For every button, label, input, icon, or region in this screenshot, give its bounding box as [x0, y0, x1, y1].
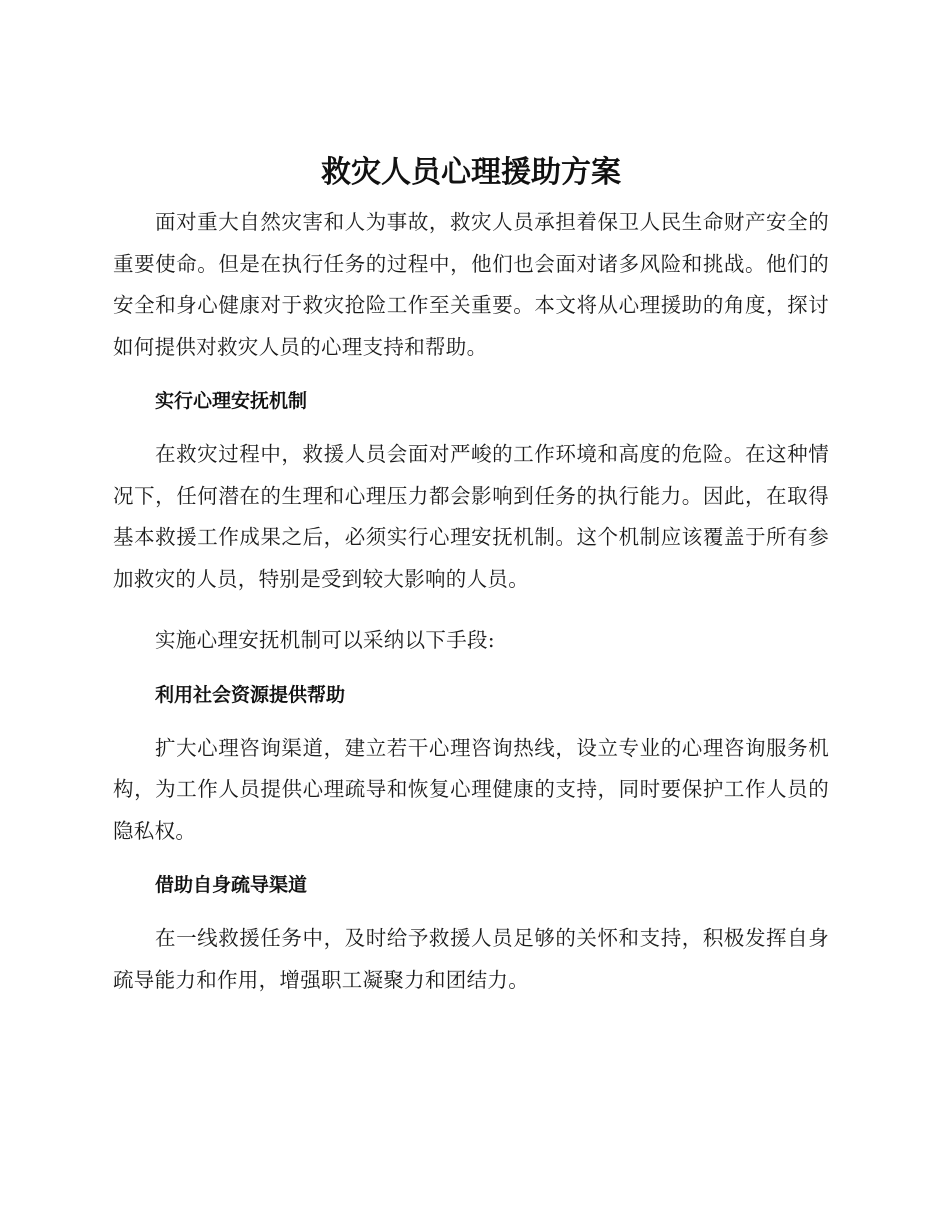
self-guidance-paragraph: 在一线救援任务中，及时给予救援人员足够的关怀和支持，积极发挥自身疏导能力和作用，增强职工凝聚力和团结力。	[113, 926, 829, 992]
comfort-mechanism-paragraph: 在救灾过程中，救援人员会面对严峻的工作环境和高度的危险。在这种情况下，任何潜在的生理和心理压力都会影响到任务的执行能力。因此，在取得基本救援工作成果之后，必须实行心理安抚机制。这个机制应该覆盖于所有参加救灾的人员，特别是受到较大影响的人员。	[113, 442, 829, 591]
document-title: 救灾人员心理援助方案	[321, 155, 621, 190]
document-page	[113, 152, 829, 1001]
section-heading-social-resources: 利用社会资源提供帮助	[155, 683, 346, 706]
social-resources-paragraph: 扩大心理咨询渠道，建立若干心理咨询热线，设立专业的心理咨询服务机构，为工作人员提供心理疏导和恢复心理健康的支持，同时要保护工作人员的隐私权。	[113, 735, 829, 843]
section-heading-comfort-mechanism: 实行心理安抚机制	[155, 390, 308, 412]
section-heading-self-guidance: 借助自身疏导渠道	[155, 874, 308, 896]
measures-intro-paragraph: 实施心理安抚机制可以采纳以下手段:	[155, 628, 496, 652]
intro-paragraph: 面对重大自然灾害和人为事故，救灾人员承担着保卫人民生命财产安全的重要使命。但是在执行任务的过程中，他们也会面对诸多风险和挑战。他们的安全和身心健康对于救灾抢险工作至关重要。本文将从心理援助的角度，探讨如何提供对救灾人员的心理支持和帮助。	[113, 210, 829, 359]
